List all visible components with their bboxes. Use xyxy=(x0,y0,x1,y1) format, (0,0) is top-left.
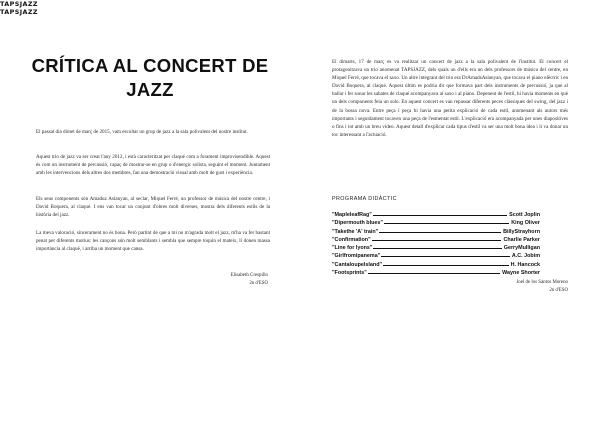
members-paragraph: Els seus components són Amaduz Aslanyan, al seclar, Miquel Ferré, un professor de música del nostre centre, i David Boquera, al claqué. I ens van tocar un conjunt d'obres molt diverses, mostra dels diferents estils de la història del jazz. xyxy=(36,196,270,219)
program-item xyxy=(332,269,540,277)
program-item xyxy=(332,252,540,260)
intro-paragraph: El passat dia dimet de març de 2015, vam escoltar un grup de jazz a la sala polivalent del nostre institut. xyxy=(36,129,248,135)
leader-line xyxy=(373,215,507,216)
review-paragraph: El dimarts, 17 de març es va realitzar un concert de jazz a la sala polivalent de l'institut. El concert el protagonitzava un trio anomenat TAPSJAZZ, dels quals un d'ells era un dels professors de música del centre, en Miquel Ferré, que tocava el saxo. Un altre integrant del trio era DrAmadsAslanyan, que tocava el piano elèctric i en David Boquera, al claqué. Aquest últim es podria dir que formava part dels instruments de percussió, ja que al ballar i fer sonar les sabates de claqué acompanyava al saxo i al piano. Depenent de l'estil, hi havia moments en què un dels components feia un solo. En aquest concert es van repassar diferents peces clàssiques del swing, del jazz i de la bossa nova. Entre peça i peça hi havia una petita explicació de cada estil, anomenant als autors més importants i seguidament tocaven una peça de l'esmentat estil. L'explicació era acompanyada per unes diapositives o fins i tot amb un breu vídeo. Aquest detall d'explicar cada tipus d'estil va ser una molt bona idea i li va donar un toc interessant a l'actuació. xyxy=(332,59,568,138)
leader-line xyxy=(383,265,509,266)
leader-line xyxy=(379,232,501,233)
program-artist: A.C. Jobim xyxy=(511,253,540,260)
program-artist: H. Hancock xyxy=(510,261,540,268)
program-song: "Confirmation" xyxy=(332,236,371,243)
program-item xyxy=(332,236,540,244)
program-song: "Takethe 'A' train" xyxy=(332,228,379,235)
program-artist: Charlie Parker xyxy=(503,236,540,243)
program-item xyxy=(332,261,540,269)
program-song: "Cantaloupelsland" xyxy=(332,261,383,268)
program-song: "MapleleafRag" xyxy=(332,212,372,218)
trio-paragraph: Aquest trio de jazz va ser creat l'any 2012, i està caracteritzat per claqué com a forament improvisendible. Aquest és com un instrument de percussió, capaç de mostrar-se en grup o d'energic solista, seguint el moment. Juntament amb les intervencions dels altres dos membres, fan una demostració visual amb molt de gust i experiència. xyxy=(36,154,270,177)
program-artist: GerryMulligan xyxy=(503,245,540,252)
program-song: "Dipermouth blues" xyxy=(332,220,383,227)
brand-label-right: TAPSJAZZ xyxy=(0,8,38,16)
page-title: CRÍTICA AL CONCERT DE JAZZ xyxy=(31,55,269,100)
signature-name: Elisabeth Crespillo xyxy=(230,273,268,278)
program-list xyxy=(332,211,540,277)
program-title: PROGRAMA DIDÀCTIC xyxy=(332,196,397,202)
program-song: "Line for lyons" xyxy=(332,245,373,252)
signature-course: 2n d'ESO xyxy=(249,280,268,286)
leader-line xyxy=(381,256,510,257)
program-song: "Footsprints" xyxy=(332,270,367,277)
program-item xyxy=(332,228,540,236)
leader-line xyxy=(372,240,502,241)
opinion-paragraph: La meva valoració, sincerament no és bona. Però partint de que a mi no m'agrada molt el jazz, m'ha va fer bastant penat per diferents motius: les cançons són molt semblants i sembla que sempre toquin el mateix, li donen massa importància al claqué, i arriba un moment que cansa. xyxy=(36,230,270,253)
program-artist: Wayne Shorter xyxy=(502,270,540,277)
left-signature xyxy=(231,272,268,287)
program-artist: Scott Joplin xyxy=(509,212,540,218)
signature-course: 2n d'ESO xyxy=(549,287,568,293)
brand-label-left: TAPSJAZZ xyxy=(0,0,38,8)
program-item xyxy=(332,244,540,252)
program-artist: BillyStrayhorn xyxy=(503,228,540,235)
right-signature xyxy=(516,279,568,294)
program-item xyxy=(332,211,540,219)
leader-line xyxy=(368,273,500,274)
signature-name: Joel de los Santos Moreno xyxy=(516,280,568,285)
leader-line xyxy=(384,223,509,224)
program-song: "Girlfromipanema" xyxy=(332,253,381,260)
program-item xyxy=(332,219,540,227)
program-artist: King Oliver xyxy=(511,220,540,227)
leader-line xyxy=(373,248,501,249)
